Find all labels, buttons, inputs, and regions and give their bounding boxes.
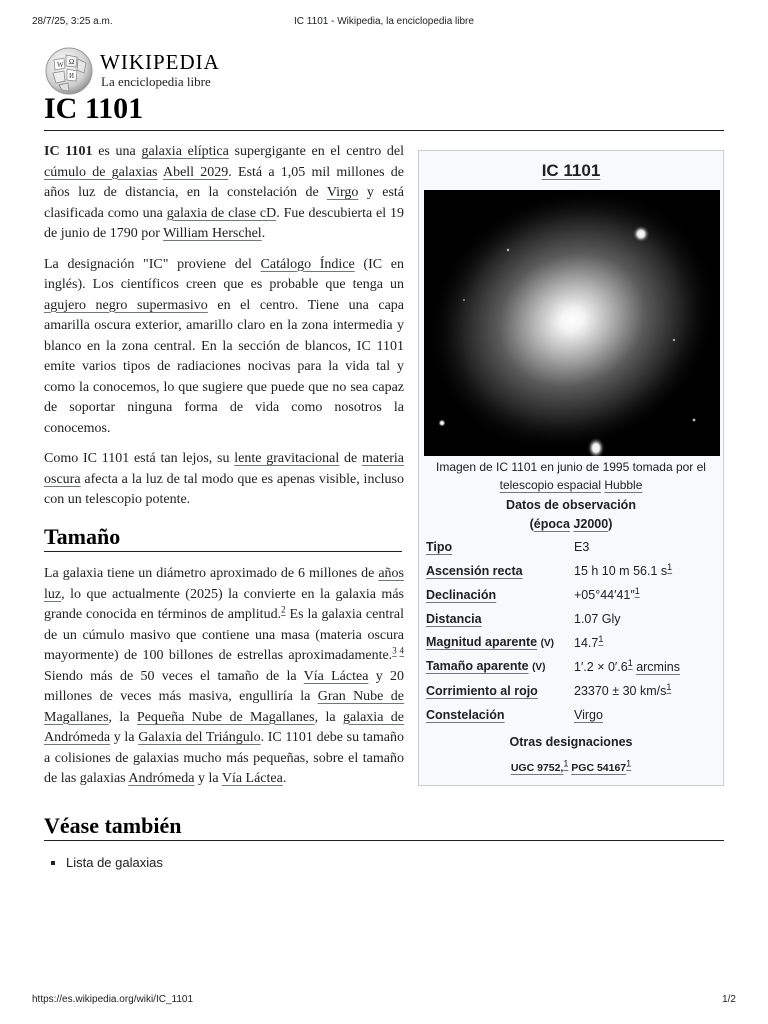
infobox-key-link[interactable]: Tipo (426, 540, 453, 555)
link-william-herschel[interactable]: William Herschel (163, 226, 262, 241)
infobox-key-band: (V) (540, 638, 554, 650)
infobox-title (424, 161, 718, 182)
infobox-key-link[interactable]: Tamaño aparente (426, 659, 529, 674)
print-header (32, 16, 736, 30)
infobox-title-link[interactable]: IC 1101 (541, 161, 601, 180)
infobox-row (424, 608, 718, 632)
infobox-observation-header: Datos de observación (época J2000) (506, 497, 636, 531)
infobox-row-value (572, 656, 718, 680)
infobox-value-text: 15 h 10 m 56.1 s (574, 564, 668, 579)
print-tab-title: IC 1101 - Wikipedia, la enciclopedia libre (294, 16, 474, 27)
infobox-key-link[interactable]: Ascensión recta (426, 564, 523, 579)
infobox-row (424, 632, 718, 656)
lensing-paragraph: Como IC 1101 está tan lejos, su lente gravitacional de materia oscura afecta a la luz de tal modo que es apenas visible, incluso con un telescopio potente. (44, 451, 405, 507)
link-anos-luz[interactable]: años luz (44, 566, 404, 602)
infobox-key-band: (V) (532, 662, 546, 674)
infobox-row (424, 704, 718, 728)
infobox-key-link[interactable]: Magnitud aparente (426, 635, 538, 650)
link-lista-de-galaxias[interactable]: Lista de galaxias (66, 855, 163, 870)
reference-link[interactable]: 1 (563, 758, 569, 769)
infobox-row (424, 560, 718, 584)
galaxy-image[interactable] (424, 190, 720, 456)
infobox-row-value (572, 704, 718, 728)
link-andromeda[interactable]: Andrómeda (128, 771, 195, 786)
infobox-other-designations-header: Otras designaciones (509, 734, 633, 749)
link-galaxia-clase-cd[interactable]: galaxia de clase cD (166, 205, 277, 221)
infobox-row-key (424, 560, 572, 584)
infobox-value-text: 23370 ± 30 km/s (574, 684, 667, 699)
infobox-row-value (572, 608, 718, 632)
wikipedia-globe-icon (44, 46, 94, 96)
page-title: IC 1101 (44, 92, 724, 131)
reference-link[interactable]: 1 (626, 758, 632, 769)
reference-link[interactable]: 1 (667, 562, 673, 573)
caption-link-hubble[interactable]: Hubble (604, 477, 643, 492)
see-also-list (44, 853, 724, 874)
svg-text:Ω: Ω (69, 58, 75, 66)
infobox-key-link[interactable]: Distancia (426, 612, 482, 627)
infobox-value-text: 14.7 (574, 636, 599, 651)
link-abell-2029[interactable]: Abell 2029 (162, 164, 229, 180)
link-galaxia-eliptica[interactable]: galaxia elíptica (141, 144, 229, 159)
infobox-row-value (572, 584, 718, 608)
caption-link-telescope[interactable]: telescopio espacial (499, 477, 602, 492)
infobox-caption: Imagen de IC 1101 en junio de 1995 tomada por el telescopio espacial Hubble (436, 459, 706, 492)
link-galaxia-andromeda[interactable]: galaxia de Andrómeda (44, 709, 405, 745)
infobox-row (424, 536, 718, 560)
infobox-row (424, 584, 718, 608)
infobox-key-link[interactable]: Declinación (426, 588, 497, 603)
reference-link[interactable]: 1 (627, 658, 633, 669)
designation-paragraph: La designación "IC" proviene del Catálogo Índice (IC en inglés). Los científicos creen que es probable que tenga un agujero negro supermasivo en el centro. Tiene una capa amarilla oscura exterior, amarillo claro en la zona intermedia y blanco en la zona central. En la sección de blancos, IC 1101 emite varios tipos de radiaciones nocivas para la vida tal y como la conocemos, lo que sugiere que puede que no sea capaz de soportar ninguna forma de vida como nosotros la conocemos. (44, 256, 405, 436)
link-virgo[interactable]: Virgo (326, 185, 359, 200)
section-heading-vease-tambien: Véase también (44, 816, 724, 842)
infobox-row-key (424, 704, 572, 728)
epoch-link[interactable]: época (533, 516, 570, 531)
svg-text:W: W (57, 61, 64, 69)
infobox-row-value (572, 632, 718, 656)
infobox-designations (424, 758, 718, 779)
reference-link[interactable]: 1 (634, 586, 640, 597)
link-pequena-nube-magallanes[interactable]: Pequeña Nube de Magallanes (136, 709, 315, 725)
infobox-value-text: 1.07 Gly (574, 612, 621, 627)
infobox-table (424, 536, 718, 728)
infobox-key-link[interactable]: Constelación (426, 708, 505, 723)
print-page-number: 1/2 (722, 994, 736, 1005)
infobox-row-key (424, 584, 572, 608)
link-via-lactea[interactable]: Vía Láctea (303, 668, 369, 684)
link-gran-nube-magallanes[interactable]: Gran Nube de Magallanes (44, 689, 405, 725)
infobox-value-unit-link[interactable]: arcmins (636, 660, 680, 675)
print-url: https://es.wikipedia.org/wiki/IC_1101 (32, 994, 194, 1005)
wikipedia-logo[interactable] (44, 46, 304, 98)
infobox-value-text[interactable]: Virgo (574, 708, 603, 723)
infobox-row (424, 680, 718, 704)
infobox-value-text: E3 (574, 540, 590, 555)
wikipedia-tagline: La enciclopedia libre (101, 74, 211, 89)
intro-paragraph: IC 1101 es una galaxia elíptica supergigante en el centro del cúmulo de galaxias Abell 2029. Está a 1,05 mil millones de años luz de distancia, en la constelación de Virgo y está clasificada como una galaxia de clase cD. Fue descubierta el 19 de junio de 1790 por William Herschel. (44, 144, 405, 241)
print-footer (32, 994, 736, 1008)
reference-link[interactable]: 1 (666, 682, 672, 693)
infobox-row-key (424, 608, 572, 632)
infobox-row-key (424, 536, 572, 560)
infobox-value-text: 1′.2 × 0′.6 (574, 660, 628, 675)
article-body (44, 142, 724, 874)
size-paragraph: La galaxia tiene un diámetro aproximado de 6 millones de años luz, lo que actualmente (2025) la convierte en la galaxia más grande conocida en términos de amplitud.$^2$ Es la galaxia central de un cúmulo masivo que contiene una masa (materia oscura mayormente) de 100 billones de estrellas aproximadamente.$^3$ $^4$ Siendo más de 50 veces el tamaño de la Vía Láctea y 20 millones de veces más masiva, engulliría la Gran Nube de Magallanes, la Pequeña Nube de Magallanes, la galaxia de Andrómeda y la Galaxia del Triángulo. IC 1101 debe su tamaño a colisiones de galaxias mucho más pequeñas, sobre el tamaño de las galaxias Andrómeda y la Vía Láctea. (44, 566, 405, 786)
j2000-link[interactable]: J2000 (573, 516, 609, 531)
infobox-row-key (424, 680, 572, 704)
link-lente-gravitacional[interactable]: lente gravitacional (234, 451, 340, 466)
infobox-row-value (572, 536, 718, 560)
infobox-row-value (572, 560, 718, 584)
infobox-value-text: +05°44′41″ (574, 588, 635, 603)
infobox-row (424, 656, 718, 680)
list-item (66, 853, 724, 874)
print-datetime: 28/7/25, 3:25 a.m. (32, 16, 113, 27)
pgc-designation-link[interactable]: PGC 54167 (571, 762, 627, 774)
infobox-key-link[interactable]: Corrimiento al rojo (426, 684, 538, 699)
link-agujero-negro-supermasivo[interactable]: agujero negro supermasivo (44, 297, 208, 313)
infobox-row-value (572, 680, 718, 704)
wikipedia-wordmark: WIKIPEDIA (100, 50, 220, 74)
link-cumulo-de-galaxias[interactable]: cúmulo de galaxias (44, 164, 158, 180)
link-via-lactea-2[interactable]: Vía Láctea (221, 771, 283, 786)
ugc-designation-link[interactable]: UGC 9752, (510, 762, 564, 774)
reference-link[interactable]: 1 (598, 634, 604, 645)
infobox-row-key (424, 656, 572, 680)
infobox-row-key (424, 632, 572, 656)
infobox (418, 150, 724, 786)
section-heading-tamano: Tamaño (44, 527, 402, 553)
link-catalogo-indice[interactable]: Catálogo Índice (260, 256, 355, 272)
article-subject: IC 1101 (44, 144, 93, 159)
reference-link[interactable]: 4 (399, 645, 404, 656)
svg-text:И: И (69, 72, 75, 80)
link-materia-oscura[interactable]: materia oscura (44, 451, 405, 487)
link-galaxia-triangulo[interactable]: Galaxia del Triángulo (138, 730, 261, 745)
reference-link[interactable]: 2 (281, 604, 286, 615)
reference-link[interactable]: 3 (392, 645, 397, 656)
